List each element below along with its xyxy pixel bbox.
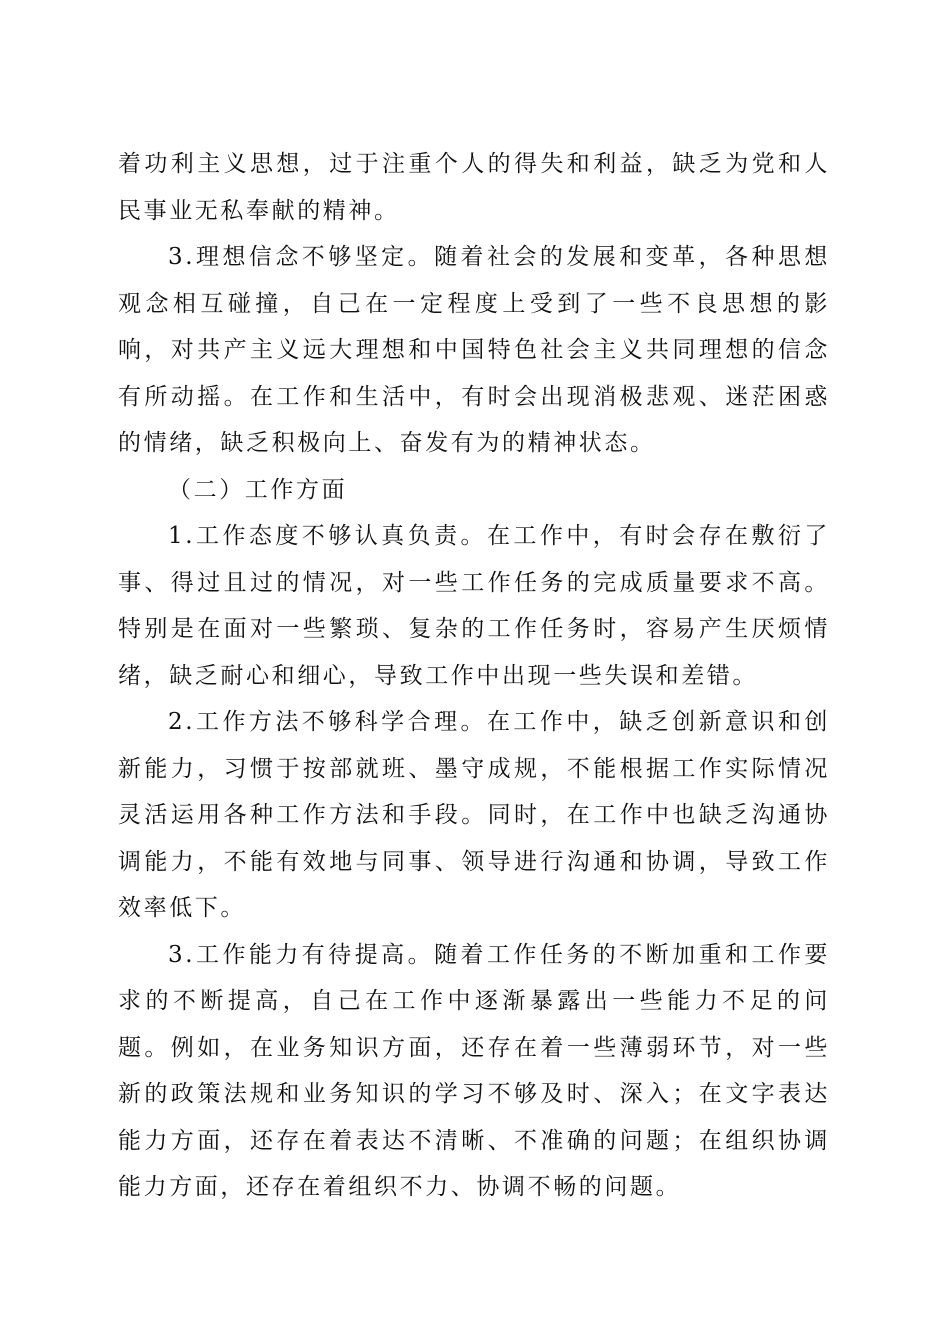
paragraph-work-attitude: 1.工作态度不够认真负责。在工作中，有时会存在敷衍了事、得过且过的情况，对一些工作任务的完成质量要求不高。特别是在面对一些繁琐、复杂的工作任务时，容易产生厌烦情绪，缺乏耐心和细心，导致工作中出现一些失误和差错。 (118, 523, 830, 689)
paragraph-continuation: 着功利主义思想，过于注重个人的得失和利益，缺乏为党和人民事业无私奉献的精神。 (118, 151, 830, 224)
paragraph-work-methods: 2.工作方法不够科学合理。在工作中，缺乏创新意识和创新能力，习惯于按部就班、墨守成规，不能根据工作实际情况灵活运用各种工作方法和手段。同时，在工作中也缺乏沟通协调能力，不能有效地与同事、领导进行沟通和协调，导致工作效率低下。 (118, 709, 830, 921)
section-heading-work: （二）工作方面 (168, 476, 348, 503)
paragraph-ideals-beliefs: 3.理想信念不够坚定。随着社会的发展和变革，各种思想观念相互碰撞，自己在一定程度上受到了一些不良思想的影响，对共产主义远大理想和中国特色社会主义共同理想的信念有所动摇。在工作和生活中，有时会出现消极悲观、迷茫困惑的情绪，缺乏积极向上、奋发有为的精神状态。 (118, 244, 830, 456)
paragraph-work-ability: 3.工作能力有待提高。随着工作任务的不断加重和工作要求的不断提高，自己在工作中逐渐暴露出一些能力不足的问题。例如，在业务知识方面，还存在着一些薄弱环节，对一些新的政策法规和业务知识的学习不够及时、深入；在文字表达能力方面，还存在着表达不清晰、不准确的问题；在组织协调能力方面，还存在着组织不力、协调不畅的问题。 (118, 941, 830, 1200)
document-body (118, 141, 830, 1211)
